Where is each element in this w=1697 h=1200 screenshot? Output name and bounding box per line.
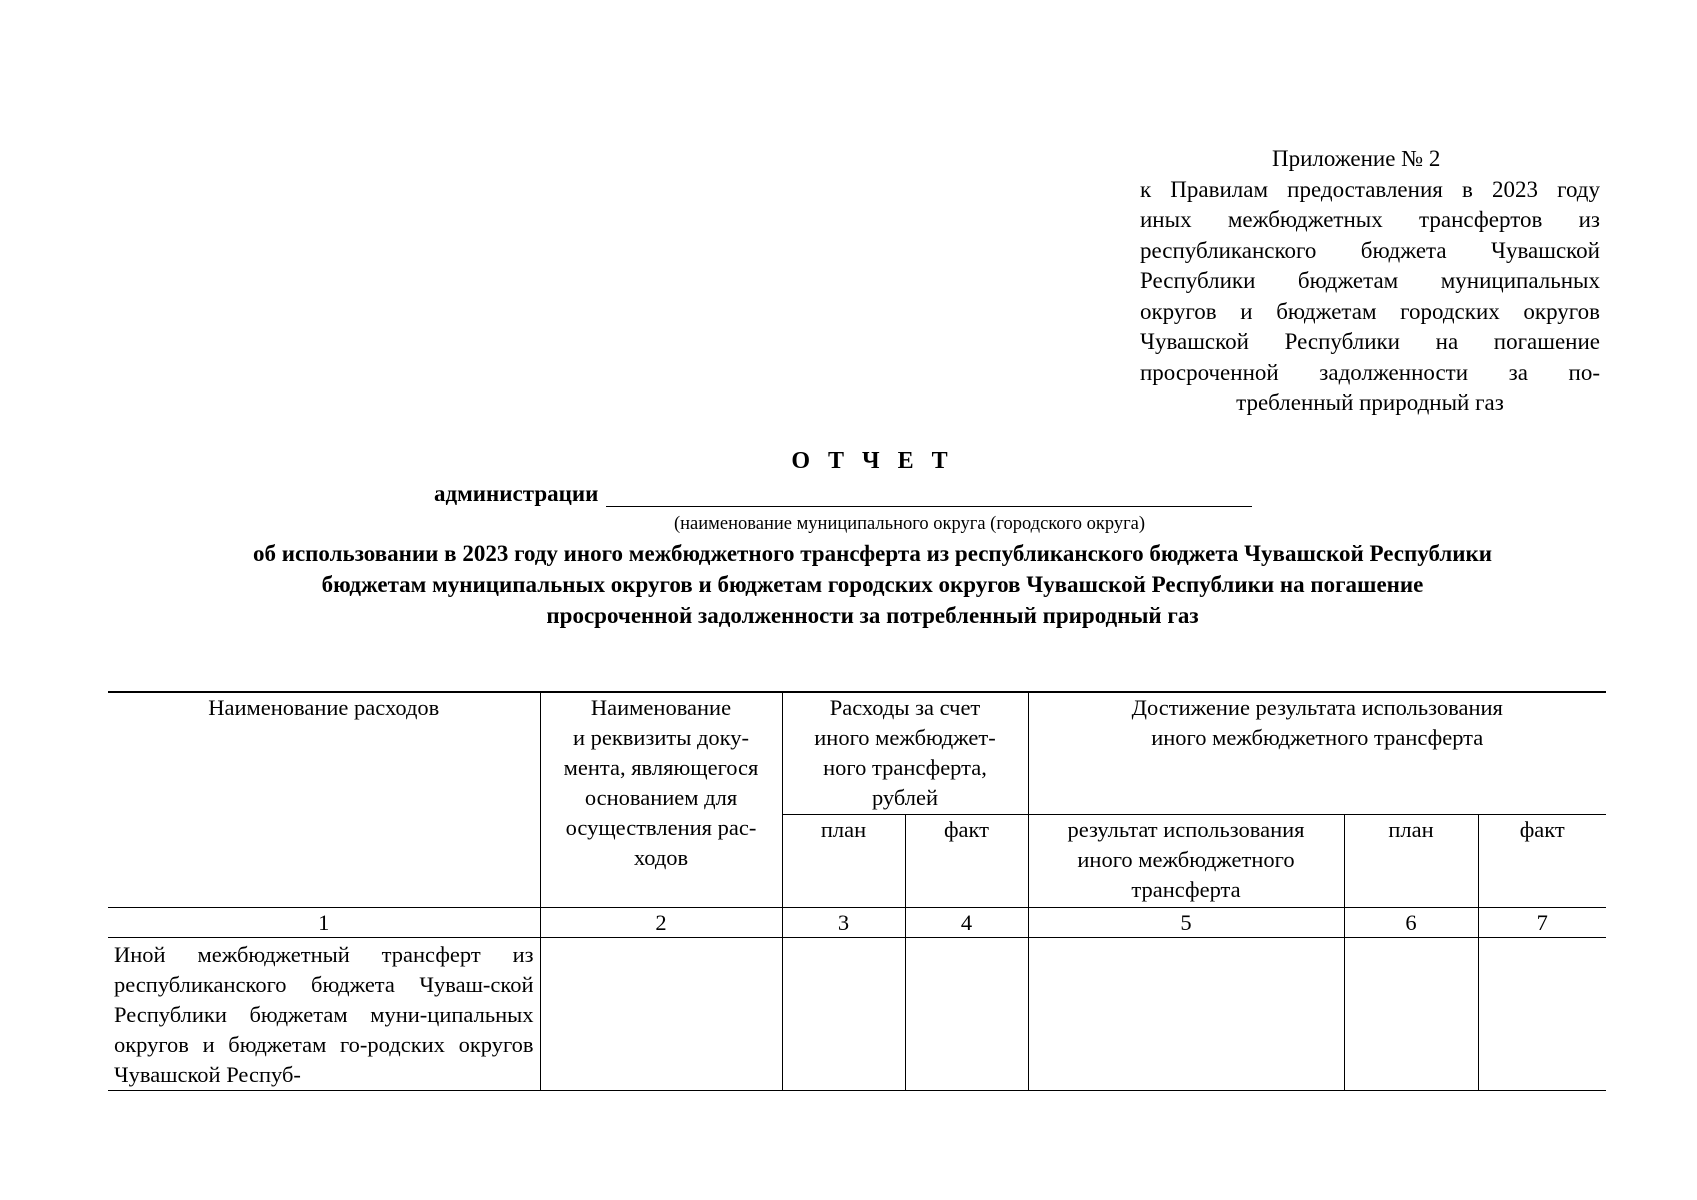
report-subject [110, 538, 1635, 631]
header-plan-expenses: план [782, 815, 905, 908]
table-row-numbers [108, 908, 1606, 938]
administration-row [434, 480, 1252, 507]
cell-fact-expenses[interactable] [905, 938, 1028, 1091]
header-expenses: Расходы за счет иного межбюджет- ного трансферта, рублей [782, 692, 1028, 815]
appendix-line: Приложение № 2 [1272, 146, 1441, 171]
cell-plan-result[interactable] [1344, 938, 1478, 1091]
row-expense-name: Иной межбюджетный трансферт из республиканского бюджета Чуваш-ской Республики бюджетам муни-ципальных округов и бюджетам го-родских округов Чувашской Респуб- [108, 938, 540, 1091]
header-plan-result: план [1344, 815, 1478, 908]
cell-result[interactable] [1028, 938, 1344, 1091]
header-achievement: Достижение результата использования иного межбюджетного трансферта [1028, 692, 1606, 815]
administration-name-field[interactable] [606, 480, 1252, 507]
header-result: результат использования иного межбюджетного трансферта [1028, 815, 1344, 908]
appendix-block [1140, 144, 1600, 419]
appendix-line: республиканского бюджета Чувашской [1140, 237, 1600, 263]
appendix-line: требленный природный газ [1236, 390, 1504, 415]
cell-plan-expenses[interactable] [782, 938, 905, 1091]
table-row [108, 938, 1606, 1091]
cell-fact-result[interactable] [1478, 938, 1606, 1091]
column-number: 2 [540, 908, 782, 938]
subject-line: об использовании в 2023 году иного межбюджетного трансферта из республиканского бюджета Чувашской Республики [252, 541, 1493, 566]
appendix-line: Республики бюджетам муниципальных [1140, 268, 1600, 293]
appendix-line: к Правилам предоставления в 2023 году [1140, 176, 1600, 202]
subject-line: просроченной задолженности за потребленный природный газ [546, 603, 1199, 628]
column-number: 7 [1478, 908, 1606, 938]
appendix-line: просроченной задолженности за по- [1140, 359, 1600, 385]
column-number: 1 [108, 908, 540, 938]
appendix-line: округов и бюджетам городских округов [1140, 298, 1600, 324]
column-number: 6 [1344, 908, 1478, 938]
appendix-line: иных межбюджетных трансфертов из [1140, 207, 1600, 232]
report-table [108, 691, 1606, 1091]
cell-document[interactable] [540, 938, 782, 1091]
column-number: 5 [1028, 908, 1344, 938]
report-title: О Т Ч Е Т [791, 448, 954, 474]
administration-label: администрации [434, 481, 599, 506]
column-number: 4 [905, 908, 1028, 938]
column-number: 3 [782, 908, 905, 938]
appendix-line: Чувашской Республики на погашение [1140, 329, 1600, 354]
administration-caption: (наименование муниципального округа (городского округа) [674, 514, 1146, 534]
header-expense-name: Наименование расходов [108, 692, 540, 908]
subject-line: бюджетам муниципальных округов и бюджетам городских округов Чувашской Республики на погашение [321, 572, 1424, 597]
header-document: Наименование и реквизиты доку- мента, являющегося основанием для осуществления рас- ходов [540, 692, 782, 908]
header-fact-expenses: факт [905, 815, 1028, 908]
header-fact-result: факт [1478, 815, 1606, 908]
table-header-row [108, 692, 1606, 815]
